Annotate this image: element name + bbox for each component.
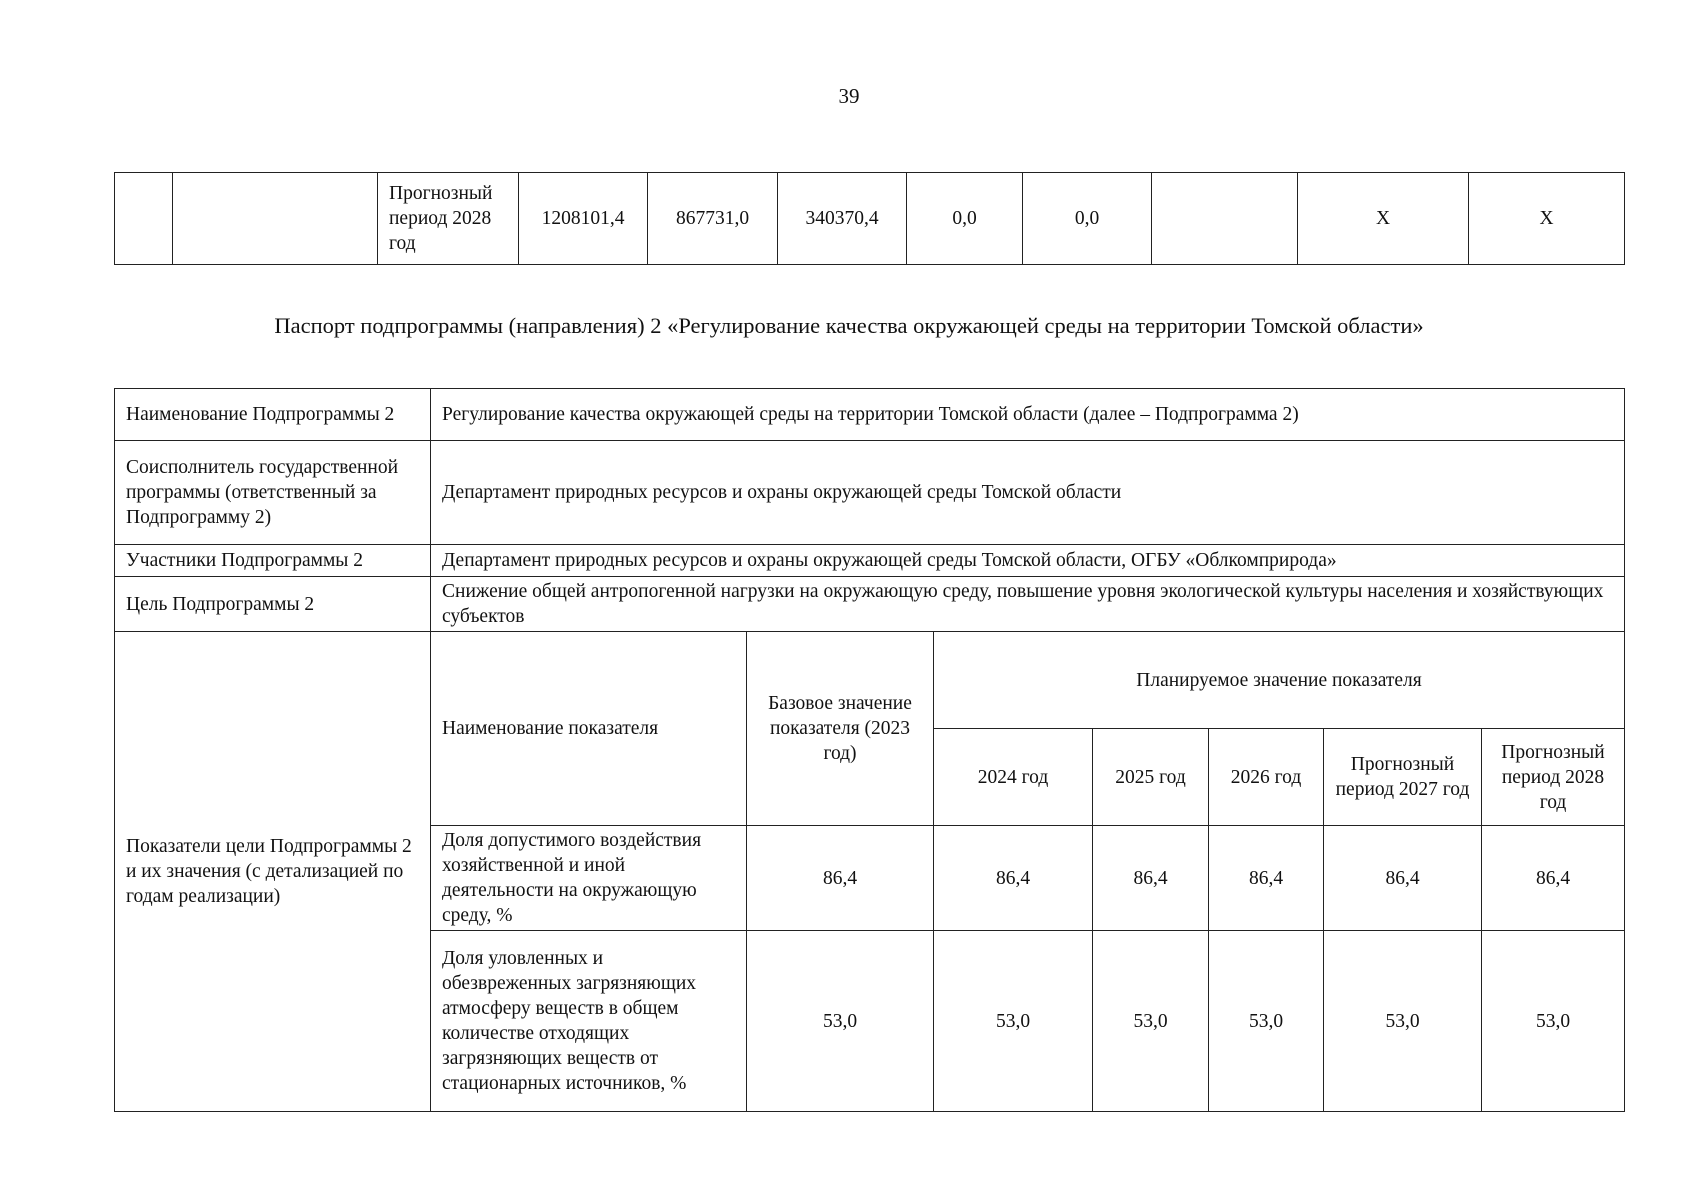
- passport-table: [114, 388, 1625, 1112]
- year-header: Прогнозный период 2027 год: [1324, 729, 1482, 826]
- value-cell: X: [1469, 173, 1625, 265]
- indicator-value: 86,4: [1482, 826, 1625, 931]
- page-number: 39: [838, 84, 860, 108]
- indicator-value: 53,0: [1482, 931, 1625, 1112]
- value-cell: [1152, 173, 1298, 265]
- table-row: [115, 389, 1625, 441]
- budget-table-continuation: [114, 172, 1625, 265]
- table-row: [115, 441, 1625, 545]
- year-header: 2026 год: [1209, 729, 1324, 826]
- row-label: Цель Подпрограммы 2: [115, 577, 431, 632]
- section-title: Паспорт подпрограммы (направления) 2 «Регулирование качества окружающей среды на территории Томской области»: [274, 313, 1424, 338]
- indicator-name: Доля уловленных и обезвреженных загрязняющих атмосферу веществ в общем количестве отходящих загрязняющих веществ от стационарных источников, %: [431, 931, 747, 1112]
- indicator-value: 86,4: [934, 826, 1093, 931]
- year-header: Прогнозный период 2028 год: [1482, 729, 1625, 826]
- row-label: Соисполнитель государственной программы (ответственный за Подпрограмму 2): [115, 441, 431, 545]
- table-row: [115, 577, 1625, 632]
- indicator-base: 53,0: [747, 931, 934, 1112]
- row-label: Наименование Подпрограммы 2: [115, 389, 431, 441]
- planned-value-header: Планируемое значение показателя: [934, 632, 1625, 729]
- value-cell: 0,0: [907, 173, 1023, 265]
- indicator-value: 86,4: [1324, 826, 1482, 931]
- table-row: [115, 173, 1625, 265]
- indicator-value: 86,4: [1209, 826, 1324, 931]
- year-header: 2024 год: [934, 729, 1093, 826]
- row-value: Снижение общей антропогенной нагрузки на окружающую среду, повышение уровня экологической культуры населения и хозяйствующих субъектов: [431, 577, 1625, 632]
- value-cell: 867731,0: [648, 173, 778, 265]
- table-row: [115, 545, 1625, 577]
- row-label: Участники Подпрограммы 2: [115, 545, 431, 577]
- indicator-name: Доля допустимого воздействия хозяйственной и иной деятельности на окружающую среду, %: [431, 826, 747, 931]
- indicator-value: 53,0: [1324, 931, 1482, 1112]
- indicator-value: 53,0: [1209, 931, 1324, 1112]
- period-cell: Прогнозный период 2028 год: [378, 173, 519, 265]
- indicator-value: 53,0: [1093, 931, 1209, 1112]
- row-value: Регулирование качества окружающей среды на территории Томской области (далее – Подпрограмма 2): [431, 389, 1625, 441]
- row-value: Департамент природных ресурсов и охраны окружающей среды Томской области: [431, 441, 1625, 545]
- indicator-name-header: Наименование показателя: [431, 632, 747, 826]
- indicator-value: 86,4: [1093, 826, 1209, 931]
- value-cell: 340370,4: [778, 173, 907, 265]
- base-value-header: Базовое значение показателя (2023 год): [747, 632, 934, 826]
- indicator-value: 53,0: [934, 931, 1093, 1112]
- value-cell: X: [1298, 173, 1469, 265]
- value-cell: 1208101,4: [519, 173, 648, 265]
- year-header: 2025 год: [1093, 729, 1209, 826]
- indicators-label: Показатели цели Подпрограммы 2 и их значения (с детализацией по годам реализации): [115, 632, 431, 1112]
- empty-cell: [173, 173, 378, 265]
- indicator-base: 86,4: [747, 826, 934, 931]
- table-row: [115, 632, 1625, 729]
- row-value: Департамент природных ресурсов и охраны окружающей среды Томской области, ОГБУ «Облкомприрода»: [431, 545, 1625, 577]
- empty-cell: [115, 173, 173, 265]
- value-cell: 0,0: [1023, 173, 1152, 265]
